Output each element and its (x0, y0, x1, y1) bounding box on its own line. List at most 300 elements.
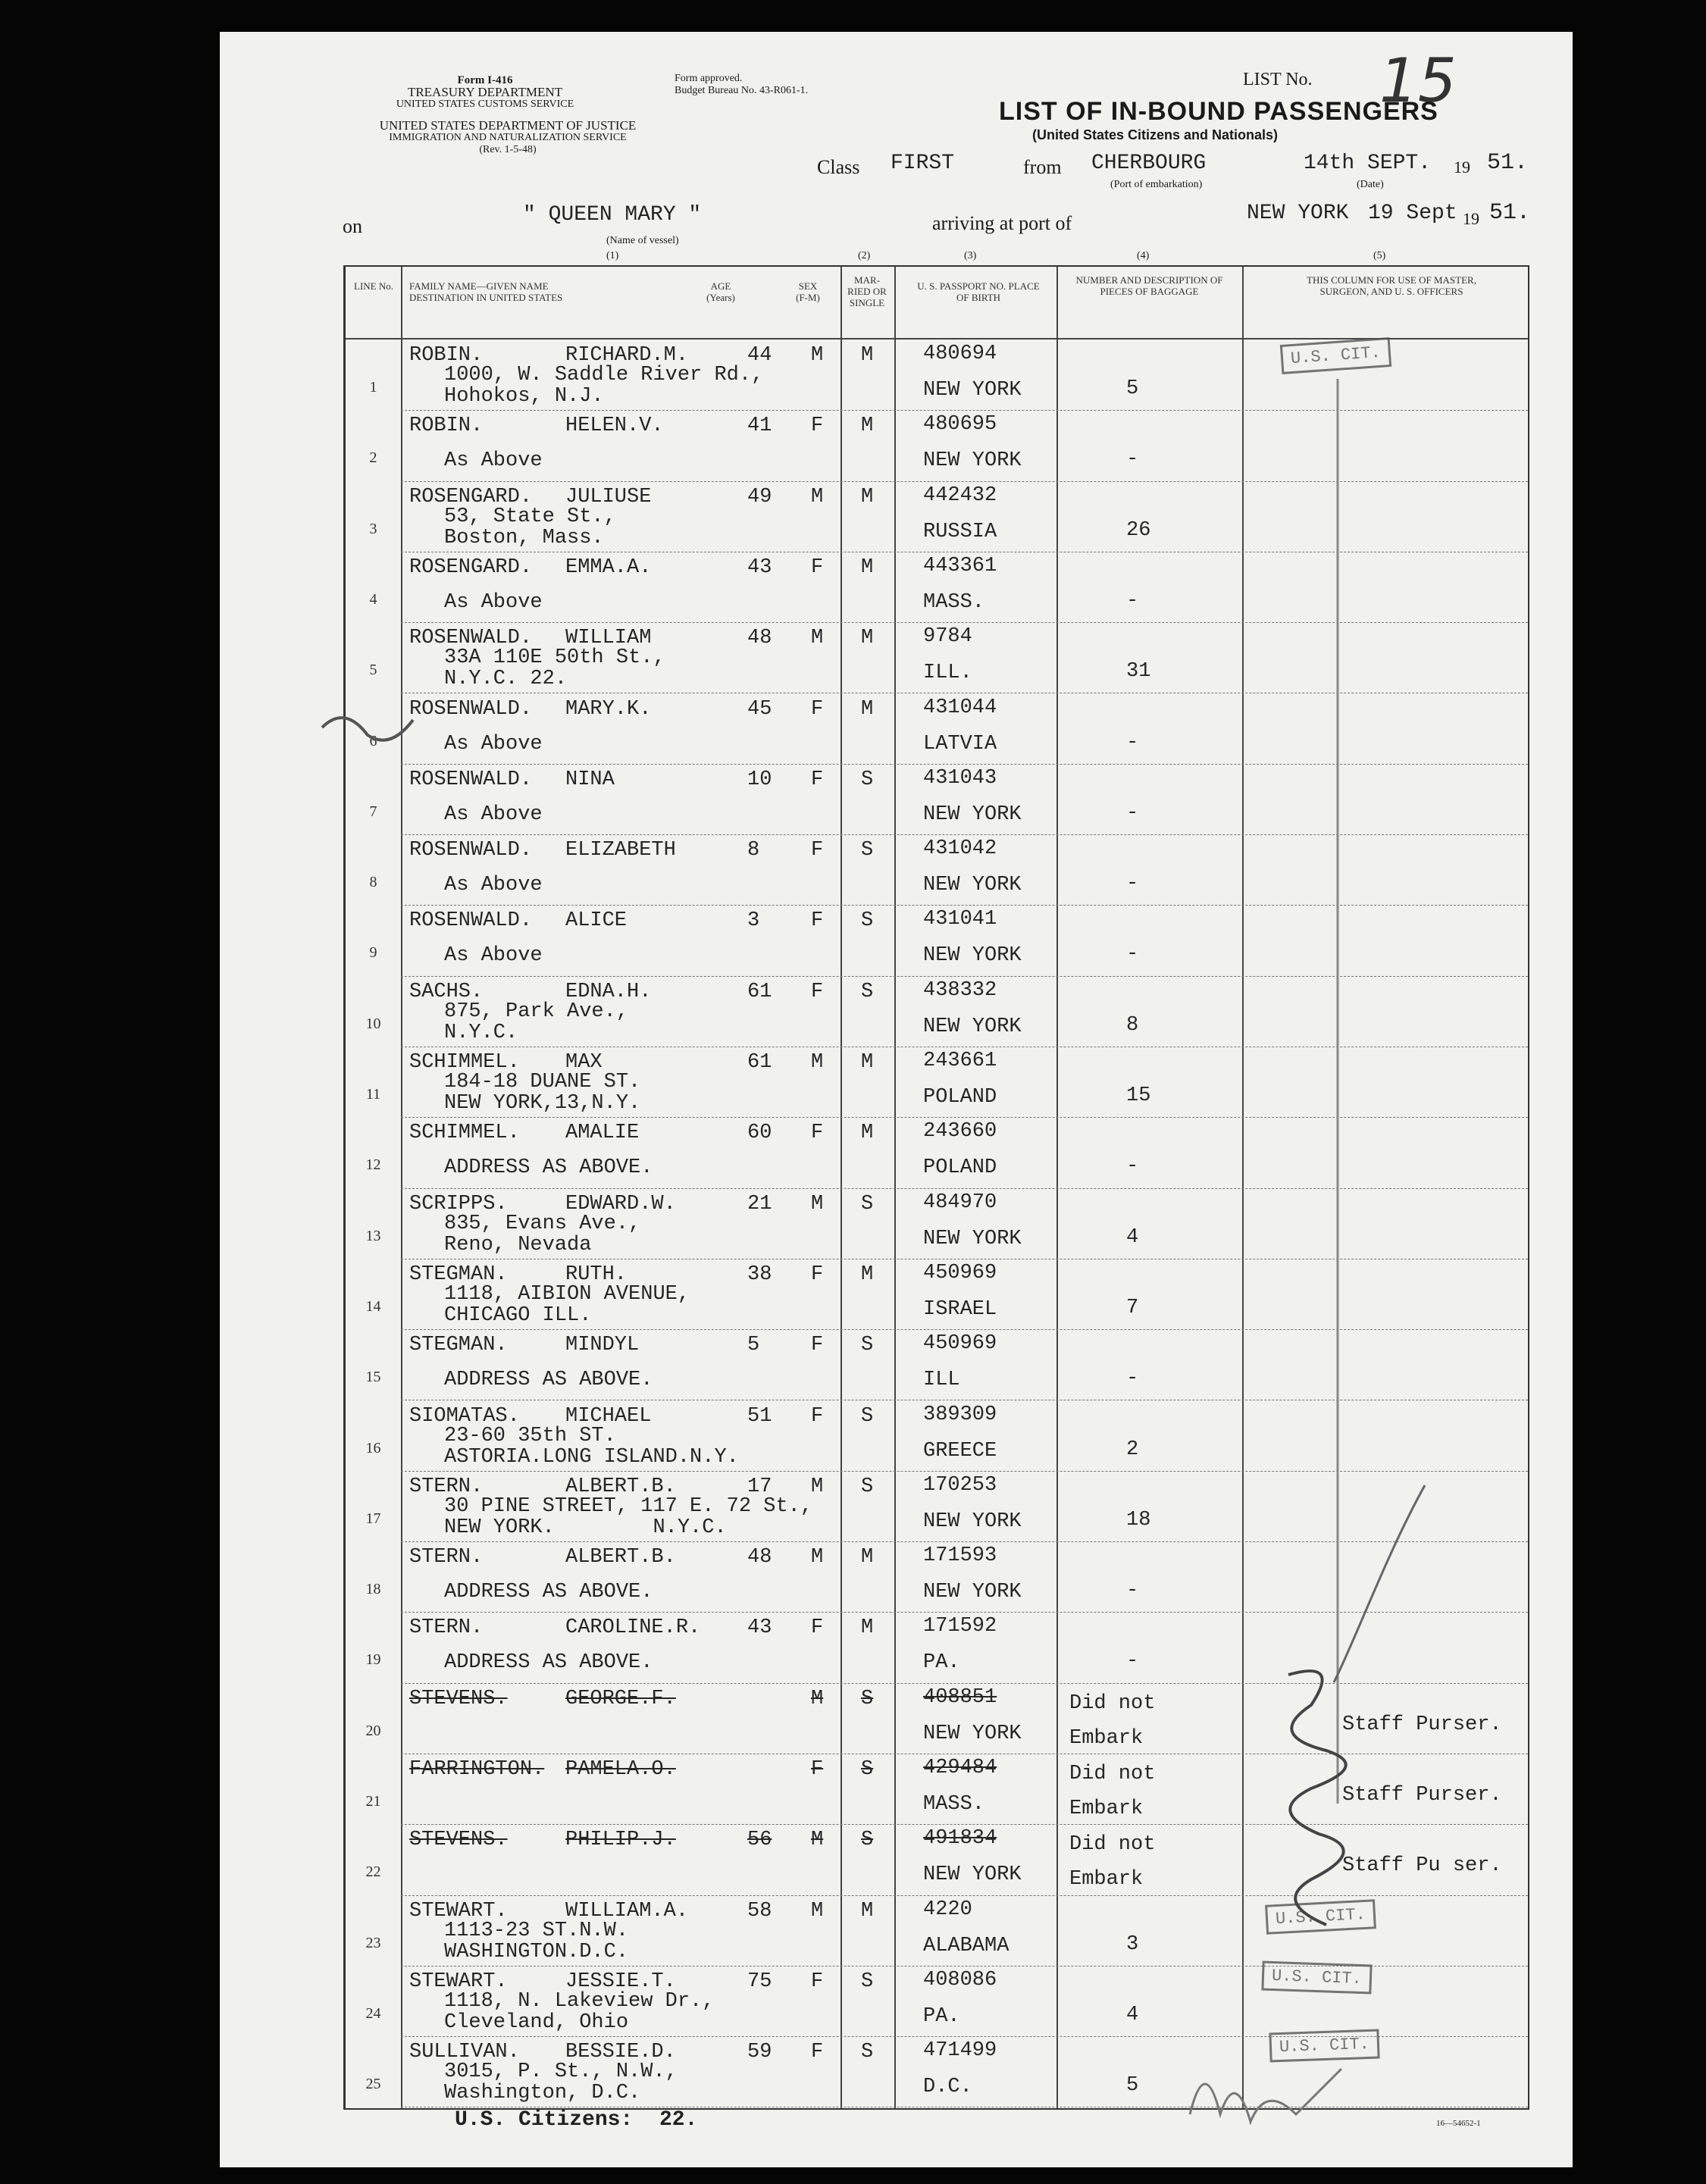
passport-number: 431042 (923, 837, 997, 861)
destination-line: As Above (444, 944, 543, 968)
line-number: 9 (369, 944, 377, 962)
vessel-name: " QUEEN MARY " (523, 203, 702, 227)
destination-line: As Above (444, 874, 543, 897)
line-number: 20 (365, 1722, 381, 1739)
passport-number: 243661 (923, 1050, 997, 1072)
sex: M (811, 1546, 824, 1569)
arriving-label: arriving at port of (932, 212, 1072, 234)
given-name: RUTH. (565, 1263, 628, 1286)
marital-status: M (861, 1263, 874, 1286)
destination-line: NEW YORK,13,N.Y. (444, 1092, 641, 1115)
baggage-count: 5 (1126, 377, 1139, 400)
line-number: 19 (365, 1651, 381, 1669)
given-name: NINA (565, 768, 615, 791)
officer-remark: Staff Purser. (1342, 1713, 1502, 1736)
place-of-birth: NEW YORK (923, 1863, 1022, 1887)
passport-number: 9784 (923, 625, 972, 649)
sex: F (811, 415, 824, 438)
sex: M (811, 1829, 824, 1852)
sex: M (811, 1687, 824, 1710)
given-name: MINDYL (565, 1334, 640, 1357)
given-name: BESSIE.D. (565, 2041, 676, 2064)
marital-status: M (861, 1051, 874, 1074)
marital-status: S (861, 839, 874, 862)
destination-line: Washington, D.C. (444, 2082, 641, 2105)
baggage-count: 31 (1126, 660, 1151, 684)
age: 41 (747, 415, 772, 438)
destination-line: As Above (444, 803, 543, 826)
place-of-birth: PA. (923, 1651, 960, 1675)
place-of-birth: ILL. (923, 662, 972, 685)
port-embarkation-label: (Port of embarkation) (1110, 179, 1203, 190)
destination-line: 835, Evans Ave., (444, 1212, 641, 1235)
baggage-count: 15 (1126, 1084, 1151, 1107)
line-number: 7 (369, 803, 377, 820)
destination-line: 1000, W. Saddle River Rd., (444, 364, 764, 386)
destination-line: As Above (444, 449, 543, 473)
given-name: GEORGE.F. (565, 1687, 676, 1710)
marital-status: S (861, 1758, 874, 1781)
place-of-birth: NEW YORK (923, 803, 1022, 826)
family-name: ROBIN. (409, 344, 484, 367)
place-of-birth: NEW YORK (923, 1581, 1022, 1604)
age: 58 (747, 1899, 772, 1923)
sex: F (811, 1758, 824, 1781)
line-number: 6 (369, 732, 377, 749)
document-title: LIST OF IN-BOUND PASSENGERS (999, 97, 1438, 126)
place-of-birth: NEW YORK (923, 379, 1022, 402)
baggage-count: 2 (1126, 1438, 1139, 1461)
passport-number: 484970 (923, 1191, 997, 1214)
line-number: 15 (365, 1369, 381, 1386)
passport-number: 408851 (923, 1685, 997, 1709)
sex: F (811, 697, 824, 721)
col-num-2: (2) (858, 250, 871, 261)
passport-number: 243660 (923, 1120, 997, 1144)
sex: M (811, 1051, 824, 1074)
family-name: SACHS. (409, 980, 484, 1003)
destination-line: 875, Park Ave., (444, 1000, 629, 1023)
given-name: MAX (565, 1051, 603, 1074)
sex: F (811, 1334, 824, 1357)
given-name: ALBERT.B. (565, 1475, 676, 1498)
baggage-count: - (1126, 1155, 1139, 1178)
family-name: ROSENGARD. (409, 485, 533, 508)
line-number: 12 (365, 1156, 381, 1174)
passport-number: 480695 (923, 413, 997, 436)
line-number: 1 (369, 379, 377, 396)
marital-status: M (861, 485, 874, 508)
passport-number: 471499 (923, 2039, 997, 2063)
family-name: STEVENS. (409, 1687, 508, 1710)
line-number: 23 (365, 1934, 381, 1951)
marital-status: S (861, 1687, 874, 1710)
given-name: ALBERT.B. (565, 1546, 676, 1569)
destination-line: As Above (444, 732, 543, 756)
header-married: MAR-RIED OR SINGLE (847, 274, 887, 308)
family-name: STERN. (409, 1616, 484, 1640)
sex: F (811, 1122, 824, 1145)
marital-status: S (861, 980, 874, 1003)
baggage-count: - (1126, 801, 1139, 824)
line-number: 5 (369, 662, 377, 679)
line-number: 22 (365, 1863, 381, 1881)
family-name: ROSENGARD. (409, 555, 533, 579)
destination-line: 33A 110E 50th St., (444, 646, 665, 670)
line-number: 11 (365, 1086, 381, 1103)
list-no-label: LIST No. (1243, 70, 1313, 89)
marital-status: S (861, 1192, 874, 1216)
destination-line: 53, State St., (444, 505, 616, 528)
age: 48 (747, 1546, 772, 1569)
sex: F (811, 2041, 824, 2064)
place-of-birth: NEW YORK (923, 1722, 1022, 1745)
age: 48 (747, 627, 772, 650)
passport-number: 171593 (923, 1544, 997, 1568)
passport-number: 170253 (923, 1473, 997, 1497)
destination-line: ADDRESS AS ABOVE. (444, 1156, 653, 1180)
family-name: SCRIPPS. (409, 1192, 508, 1216)
line-number: 3 (369, 520, 377, 537)
family-name: ROSENWALD. (409, 839, 533, 862)
col-num-3: (3) (964, 250, 977, 261)
year-prefix: 19 (1454, 158, 1470, 177)
port-of-embarkation: CHERBOURG (1091, 152, 1207, 175)
document-subtitle: (United States Citizens and Nationals) (1032, 127, 1279, 142)
officer-remark: Staff Pu ser. (1342, 1854, 1502, 1878)
family-name: SCHIMMEL. (409, 1051, 520, 1074)
marital-status: S (861, 1970, 874, 1993)
baggage-count: - (1126, 731, 1139, 754)
given-name: JULIUSE (565, 485, 652, 508)
header-officers: THIS COLUMN FOR USE OF MASTER, SURGEON, AND U. S. OFFICERS (1307, 274, 1476, 297)
line-number: 16 (365, 1439, 381, 1457)
family-name: STEGMAN. (409, 1263, 508, 1286)
family-name: ROSENWALD. (409, 909, 533, 933)
place-of-birth: RUSSIA (923, 520, 997, 543)
marital-status: M (861, 555, 874, 579)
date-label: (Date) (1357, 179, 1384, 190)
embarkation-date: 14th SEPT. (1304, 152, 1432, 175)
sex: F (811, 839, 824, 862)
arrival-port: NEW YORK (1247, 202, 1349, 225)
arrival-year-prefix: 19 (1463, 209, 1479, 228)
given-name: JESSIE.T. (565, 1970, 676, 1993)
age: 17 (747, 1475, 772, 1498)
age: 75 (747, 1970, 772, 1993)
sex: F (811, 1616, 824, 1640)
revision: (Rev. 1-5-48) (479, 144, 537, 155)
print-code: 16—54652-1 (1436, 2119, 1481, 2128)
us-cit-stamp: U.S. CIT. (1269, 2029, 1379, 2062)
family-name: FARRINGTON. (409, 1758, 545, 1781)
us-cit-stamp: U.S. CIT. (1261, 1960, 1372, 1994)
family-name: STEWART. (409, 1970, 508, 1993)
us-cit-stamp: U.S. CIT. (1280, 337, 1391, 374)
family-name: SCHIMMEL. (409, 1122, 520, 1145)
line-number: 4 (369, 590, 377, 608)
given-name: ELIZABETH (565, 839, 676, 862)
form-number: Form I-416 (457, 74, 513, 86)
sex: F (811, 909, 824, 933)
marital-status: M (861, 1616, 874, 1640)
sex: F (811, 555, 824, 579)
family-name: STERN. (409, 1546, 484, 1569)
family-name: STEGMAN. (409, 1334, 508, 1357)
baggage-count: - (1126, 1367, 1139, 1391)
place-of-birth: D.C. (923, 2076, 972, 2099)
place-of-birth: NEW YORK (923, 1227, 1022, 1250)
sex: F (811, 1404, 824, 1428)
passport-number: 443361 (923, 554, 997, 577)
given-name: EMMA.A. (565, 555, 652, 579)
baggage-count: - (1126, 589, 1139, 612)
place-of-birth: NEW YORK (923, 874, 1022, 897)
passport-number: 429484 (923, 1757, 997, 1779)
sex: M (811, 1475, 824, 1498)
destination-line: Reno, Nevada (444, 1233, 592, 1256)
destination-line: Boston, Mass. (444, 526, 604, 549)
line-number: 21 (365, 1793, 381, 1810)
destination-line: 184-18 DUANE ST. (444, 1071, 641, 1094)
line-number: 10 (365, 1015, 381, 1032)
sex: F (811, 1263, 824, 1286)
line-number: 8 (369, 874, 377, 891)
given-name: ALICE (565, 909, 628, 933)
header-age: AGE (Years) (706, 280, 735, 303)
baggage-count: 4 (1126, 1225, 1139, 1249)
marital-status: M (861, 1546, 874, 1569)
sex: M (811, 627, 824, 650)
destination-line: 1118, N. Lakeview Dr., (444, 1989, 715, 2013)
baggage-count: 26 (1126, 518, 1151, 542)
place-of-birth: LATVIA (923, 732, 997, 756)
place-of-birth: NEW YORK (923, 449, 1022, 473)
place-of-birth: ISRAEL (923, 1297, 997, 1321)
place-of-birth: PA. (923, 2004, 960, 2028)
baggage-count: 3 (1126, 1932, 1139, 1956)
destination-line: NEW YORK. N.Y.C. (444, 1516, 727, 1539)
header-baggage: NUMBER AND DESCRIPTION OF PIECES OF BAGGAGE (1075, 274, 1223, 297)
sex: M (811, 344, 824, 367)
destination-line: 30 PINE STREET, 117 E. 72 St., (444, 1494, 813, 1518)
marital-status: S (861, 2041, 874, 2064)
destination-line: 3015, P. St., N.W., (444, 2060, 678, 2084)
age: 51 (747, 1404, 772, 1428)
marital-status: S (861, 1475, 874, 1498)
age: 61 (747, 1051, 772, 1074)
passport-number: 431044 (923, 696, 997, 719)
age: 56 (747, 1829, 772, 1852)
place-of-birth: ILL (923, 1369, 960, 1392)
age: 60 (747, 1122, 772, 1145)
from-label: from (1023, 156, 1062, 178)
col-num-4: (4) (1137, 250, 1150, 261)
baggage-count: - (1126, 448, 1139, 471)
destination-line: 1113-23 ST.N.W. (444, 1919, 629, 1942)
col-num-1: (1) (606, 250, 619, 261)
destination-line: ADDRESS AS ABOVE. (444, 1651, 653, 1675)
destination-line: CHICAGO ILL. (444, 1303, 592, 1327)
place-of-birth: POLAND (923, 1086, 997, 1109)
given-name: AMALIE (565, 1122, 640, 1145)
baggage-count: 18 (1126, 1508, 1151, 1532)
citizens-label: U.S. Citizens: (455, 2108, 634, 2132)
marital-status: M (861, 415, 874, 438)
destination-line: Hohokos, N.J. (444, 385, 604, 408)
family-name: ROSENWALD. (409, 697, 533, 721)
line-number: 18 (365, 1581, 381, 1598)
age: 44 (747, 344, 772, 367)
destination-line: ADDRESS AS ABOVE. (444, 1369, 653, 1392)
given-name: RICHARD.M. (565, 344, 689, 367)
destination-line: As Above (444, 590, 543, 614)
baggage-count: - (1126, 872, 1139, 896)
passport-number: 389309 (923, 1403, 997, 1426)
budget-bureau: Budget Bureau No. 43-R061-1. (675, 85, 809, 96)
header-passport: U. S. PASSPORT NO. PLACE OF BIRTH (917, 280, 1040, 303)
embarkation-year: 51. (1487, 150, 1529, 176)
customs-service: UNITED STATES CUSTOMS SERVICE (396, 99, 574, 110)
passport-number: 491834 (923, 1827, 997, 1851)
given-name: WILLIAM.A. (565, 1899, 689, 1923)
col-num-5: (5) (1373, 250, 1386, 261)
passport-number: 442432 (923, 483, 997, 507)
family-name: STEVENS. (409, 1829, 508, 1852)
age: 5 (747, 1334, 760, 1357)
family-name: STERN. (409, 1475, 484, 1498)
sex: F (811, 768, 824, 791)
passport-number: 450969 (923, 1332, 997, 1356)
line-number: 25 (365, 2076, 381, 2093)
baggage-count: 7 (1126, 1296, 1139, 1319)
baggage-count: 4 (1126, 2003, 1139, 2026)
line-number: 13 (365, 1227, 381, 1244)
passport-number: 408086 (923, 1968, 997, 1992)
family-name: ROBIN. (409, 415, 484, 438)
destination-line: 23-60 35th ST. (444, 1424, 616, 1447)
sex: M (811, 1192, 824, 1216)
destination-line: WASHINGTON.D.C. (444, 1940, 629, 1963)
place-of-birth: MASS. (923, 590, 985, 614)
place-of-birth: GREECE (923, 1439, 997, 1463)
sex: F (811, 980, 824, 1003)
header-line: LINE No. (354, 280, 393, 292)
destination-line: 1118, AIBION AVENUE, (444, 1282, 690, 1306)
destination-line: ASTORIA.LONG ISLAND.N.Y. (444, 1445, 739, 1469)
given-name: MICHAEL (565, 1404, 652, 1428)
age: 49 (747, 485, 772, 508)
line-number: 2 (369, 449, 377, 467)
given-name: WILLIAM (565, 627, 652, 650)
passport-number: 431041 (923, 908, 997, 931)
place-of-birth: ALABAMA (923, 1934, 1010, 1957)
family-name: ROSENWALD. (409, 627, 533, 650)
baggage-count: Did not Embark (1069, 1691, 1156, 1750)
marital-status: M (861, 627, 874, 650)
destination-line: N.Y.C. (444, 1021, 518, 1044)
line-number: 24 (365, 2004, 381, 2022)
age: 38 (747, 1263, 772, 1286)
marital-status: M (861, 697, 874, 721)
baggage-count: 8 (1126, 1013, 1139, 1037)
us-cit-stamp: U.S. CIT. (1265, 1899, 1376, 1935)
form-approved: Form approved. (675, 73, 743, 84)
marital-status: M (861, 1899, 874, 1923)
marital-status: S (861, 768, 874, 791)
treasury-dept: TREASURY DEPARTMENT (407, 85, 563, 99)
age: 10 (747, 768, 772, 791)
header-sex: SEX (F-M) (796, 280, 820, 303)
destination-line: Cleveland, Ohio (444, 2010, 629, 2034)
given-name: PAMELA.O. (565, 1758, 676, 1781)
line-number: 17 (365, 1510, 381, 1527)
immigration-service: IMMIGRATION AND NATURALIZATION SERVICE (389, 132, 627, 143)
passport-number: 431043 (923, 766, 997, 790)
on-label: on (343, 215, 362, 237)
place-of-birth: NEW YORK (923, 1510, 1022, 1533)
destination-line: ADDRESS AS ABOVE. (444, 1581, 653, 1604)
sex: M (811, 485, 824, 508)
given-name: PHILIP.J. (565, 1829, 676, 1852)
class-value: FIRST (891, 152, 955, 175)
passport-number: 4220 (923, 1898, 972, 1921)
officer-remark: Staff Purser. (1342, 1784, 1502, 1807)
marital-status: M (861, 344, 874, 367)
given-name: EDNA.H. (565, 980, 652, 1003)
place-of-birth: POLAND (923, 1156, 997, 1180)
citizens-count: 22. (659, 2108, 698, 2132)
vessel-label: (Name of vessel) (606, 235, 679, 246)
marital-status: M (861, 1122, 874, 1145)
age: 43 (747, 1616, 772, 1640)
marital-status: S (861, 1829, 874, 1852)
place-of-birth: NEW YORK (923, 944, 1022, 968)
baggage-count: - (1126, 1650, 1139, 1673)
passport-number: 438332 (923, 978, 997, 1002)
age: 3 (747, 909, 760, 933)
baggage-count: 5 (1126, 2074, 1139, 2098)
marital-status: S (861, 1334, 874, 1357)
age: 61 (747, 980, 772, 1003)
age: 43 (747, 555, 772, 579)
header-name: FAMILY NAME—GIVEN NAME DESTINATION IN UNITED STATES (409, 280, 563, 303)
place-of-birth: NEW YORK (923, 1015, 1022, 1038)
marital-status: S (861, 909, 874, 933)
given-name: EDWARD.W. (565, 1192, 676, 1216)
place-of-birth: MASS. (923, 1793, 985, 1816)
line-number: 14 (365, 1297, 381, 1315)
passport-number: 480694 (923, 343, 997, 365)
given-name: CAROLINE.R. (565, 1616, 701, 1640)
destination-line: N.Y.C. 22. (444, 668, 568, 691)
baggage-count: - (1126, 943, 1139, 966)
arrival-date: 19 Sept (1368, 202, 1457, 225)
passport-number: 450969 (923, 1261, 997, 1284)
sex: M (811, 1899, 824, 1923)
arrival-year: 51. (1489, 200, 1531, 226)
passport-number: 171592 (923, 1615, 997, 1638)
marital-status: S (861, 1404, 874, 1428)
family-name: ROSENWALD. (409, 768, 533, 791)
family-name: SIOMATAS. (409, 1404, 520, 1428)
class-label: Class (817, 156, 860, 178)
sex: F (811, 1970, 824, 1993)
justice-dept: UNITED STATES DEPARTMENT OF JUSTICE (379, 118, 637, 133)
family-name: STEWART. (409, 1899, 508, 1923)
age: 8 (747, 839, 760, 862)
age: 45 (747, 697, 772, 721)
